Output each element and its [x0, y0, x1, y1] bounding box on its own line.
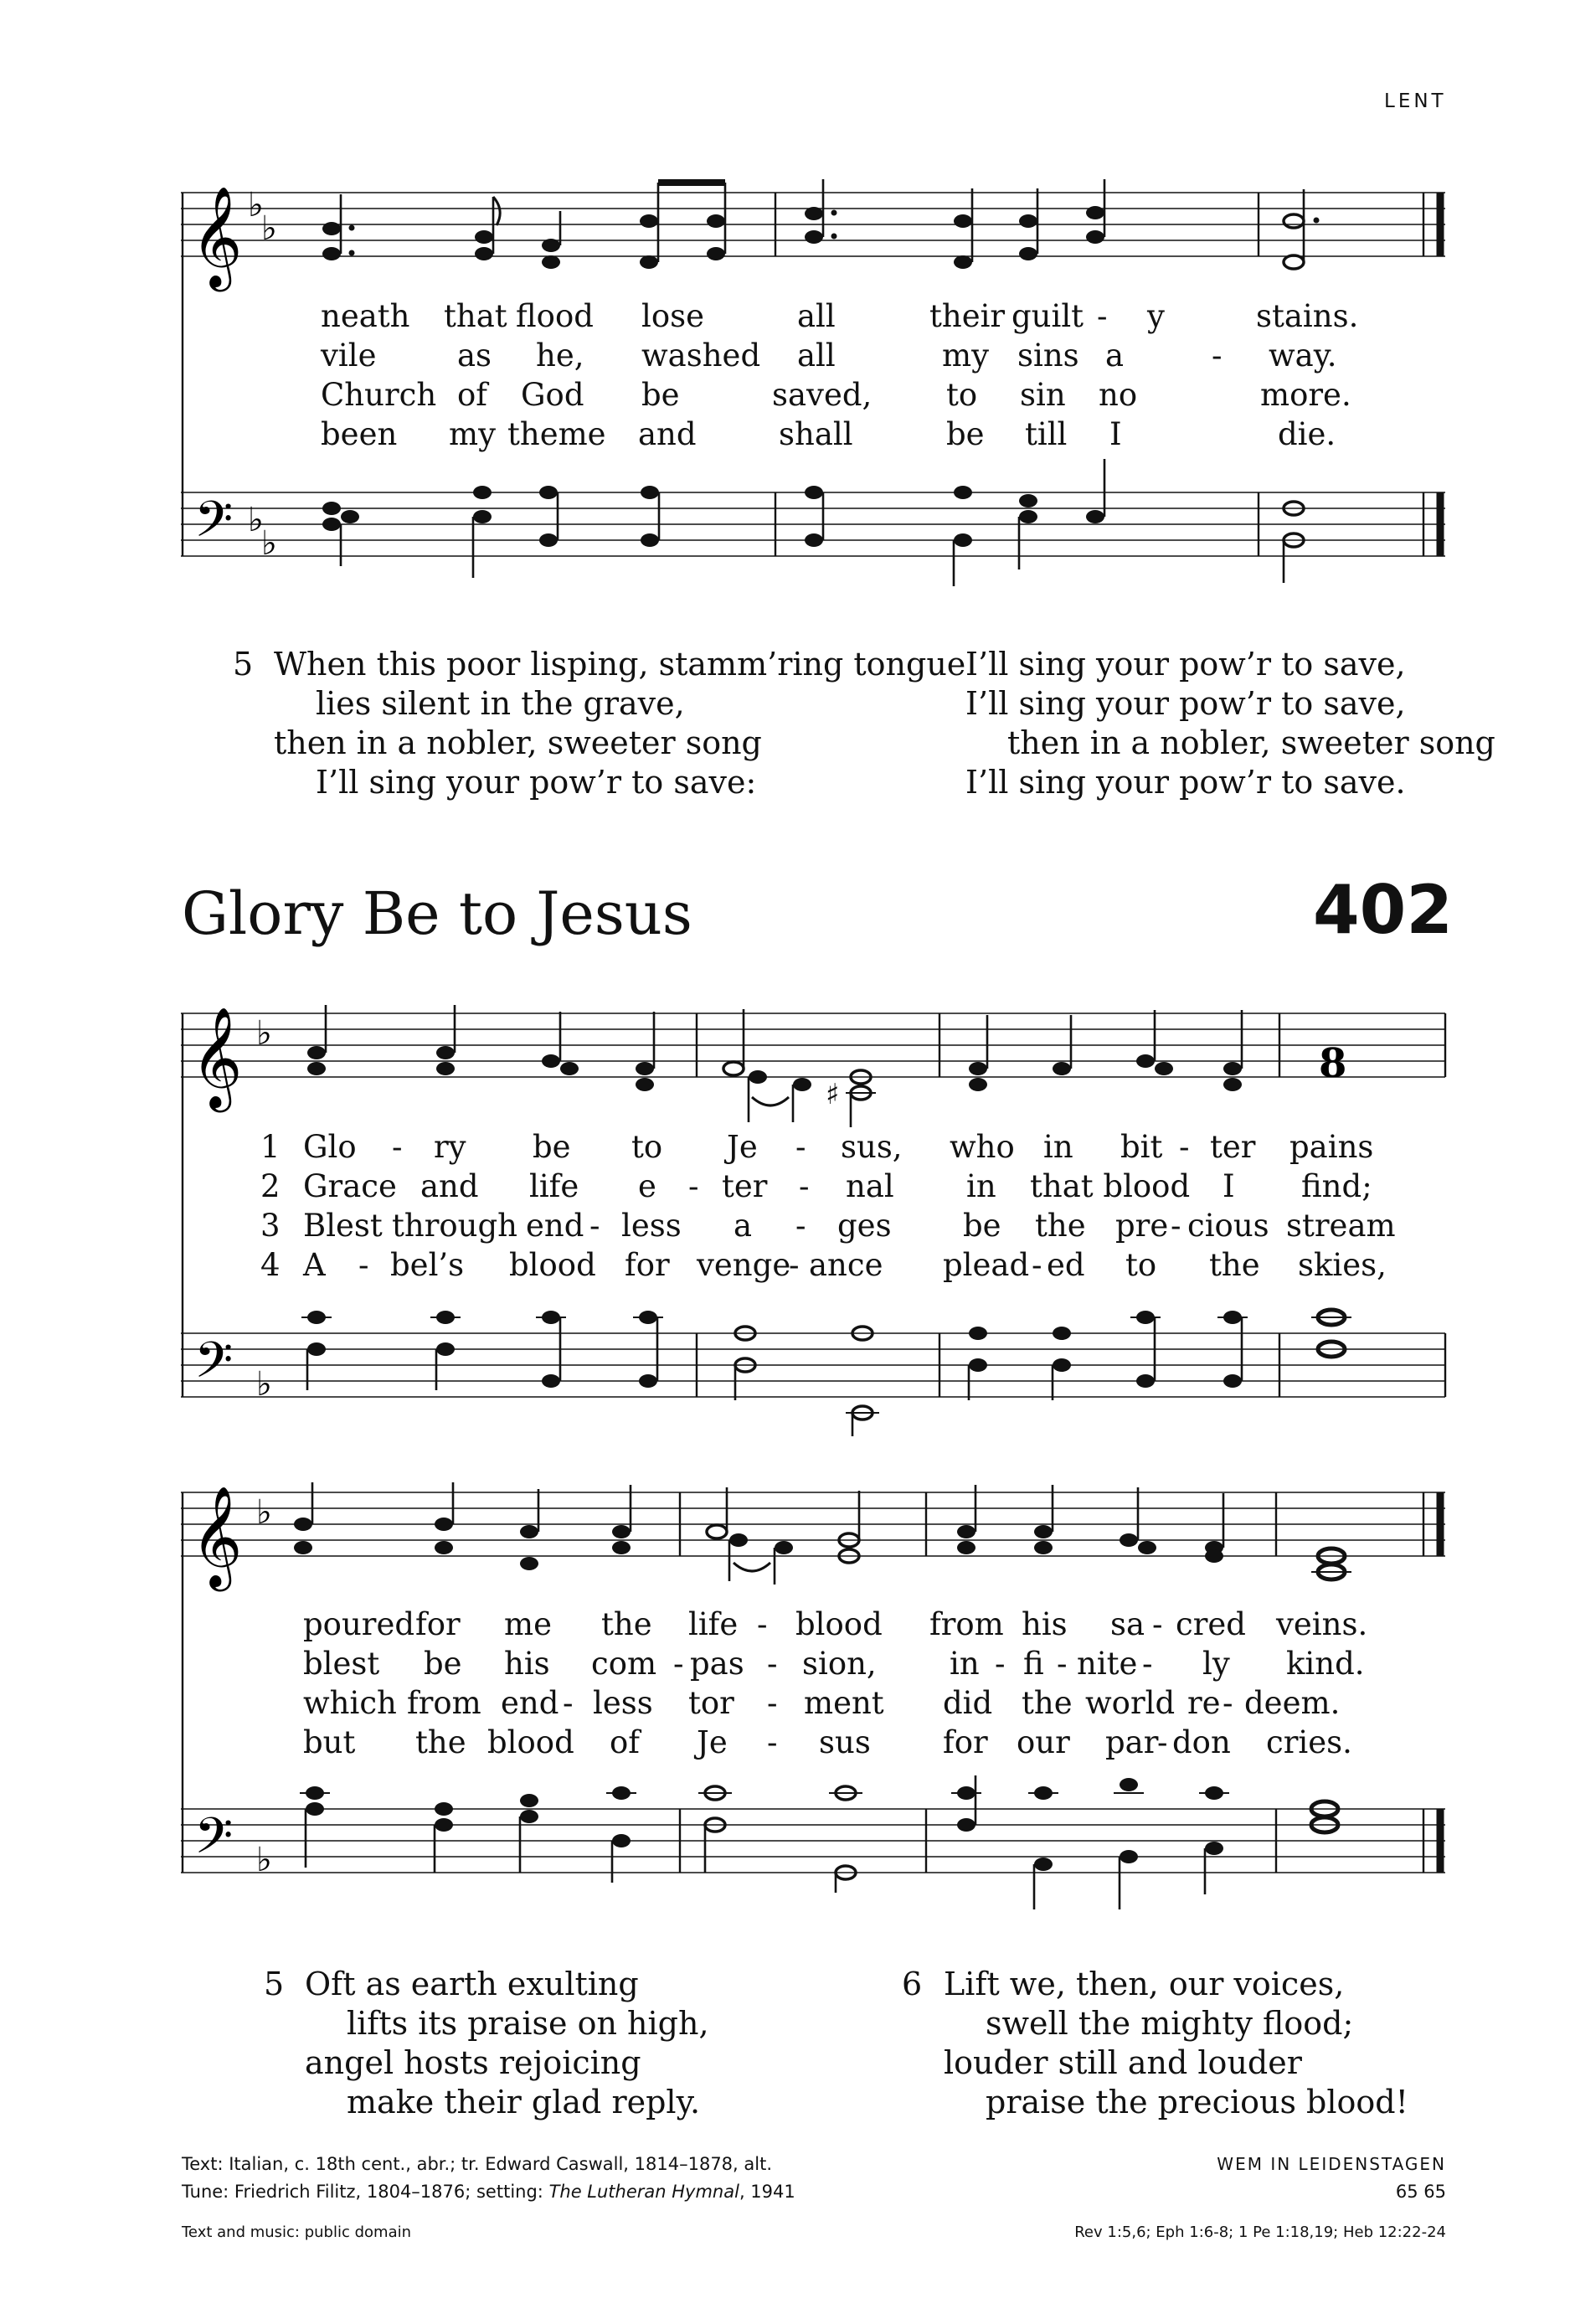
- lyric-syllable: bit: [1120, 1129, 1163, 1165]
- scripture-references: Rev 1:5,6; Eph 1:6-8; 1 Pe 1:18,19; Heb 12:22-24: [1074, 2224, 1446, 2241]
- lyric-syllable: pas: [690, 1646, 744, 1682]
- stanza-line: I’ll sing your pow’r to save:: [316, 764, 757, 801]
- lyric-syllable: sa: [1110, 1606, 1145, 1642]
- lyric-syllable: sion,: [802, 1646, 877, 1682]
- lyric-syllable: been: [321, 416, 398, 452]
- flat-icon: ♭: [248, 501, 264, 539]
- lyric-syllable: the: [1022, 1685, 1073, 1721]
- lyric-hyphen: -: [767, 1724, 778, 1760]
- lyric-syllable: be: [424, 1646, 462, 1682]
- lyric-hyphen: -: [995, 1646, 1006, 1682]
- stanza-line: Oft as earth exulting: [305, 1966, 639, 2002]
- bass-clef-icon: 𝄢: [194, 1806, 234, 1877]
- lyric-syllable: to: [946, 377, 978, 413]
- lyric-syllable: blood: [487, 1724, 574, 1760]
- lyric-syllable: e: [638, 1168, 656, 1204]
- lyric-syllable: life: [688, 1606, 739, 1642]
- flat-icon: ♭: [248, 186, 264, 224]
- lyric-syllable: world: [1085, 1685, 1176, 1721]
- lyric-hyphen: -: [688, 1168, 699, 1204]
- lyric-syllable: ment: [804, 1685, 884, 1721]
- lyric-syllable: Je: [697, 1724, 728, 1760]
- lyric-syllable: blood: [509, 1247, 596, 1283]
- lyric-syllable: in: [950, 1646, 980, 1682]
- lyric-syllable: in: [1043, 1129, 1073, 1165]
- lyric-syllable: cious: [1187, 1208, 1269, 1244]
- lyric-syllable: bel’s: [390, 1247, 465, 1283]
- lyric-syllable: saved,: [772, 377, 873, 413]
- lyric-syllable: for: [943, 1724, 988, 1760]
- copyright-note: Text and music: public domain: [182, 2224, 412, 2241]
- lyric-syllable: all: [797, 298, 836, 334]
- lyric-syllable: of: [610, 1724, 640, 1760]
- lyric-hyphen: -: [1223, 1685, 1233, 1721]
- lyric-hyphen: -: [799, 1168, 810, 1204]
- lyric-syllable: Je: [727, 1129, 758, 1165]
- lyric-syllable: veins.: [1276, 1606, 1368, 1642]
- lyric-syllable: ges: [837, 1208, 892, 1244]
- lyric-syllable: but: [303, 1724, 356, 1760]
- lyric-syllable: Blest: [303, 1208, 383, 1244]
- tune-credit-prefix: Tune: Friedrich Filitz, 1804–1876; setting:: [182, 2182, 549, 2202]
- bass-notes: [300, 1775, 1338, 1909]
- lyric-syllable: ter: [1210, 1129, 1256, 1165]
- lyric-hyphen: -: [1152, 1606, 1163, 1642]
- lyric-syllable: pains: [1289, 1129, 1374, 1165]
- lyric-syllable: ter: [722, 1168, 768, 1204]
- lyric-hyphen: -: [1142, 1646, 1153, 1682]
- treble-notes: [294, 1482, 1351, 1585]
- stanza-number: 5: [233, 646, 254, 683]
- lyric-syllable: the: [1035, 1208, 1086, 1244]
- lyric-syllable: guilt: [1011, 298, 1084, 334]
- lyric-syllable: blest: [303, 1646, 380, 1682]
- lyric-syllable: end: [501, 1685, 559, 1721]
- stanza-line: I’ll sing your pow’r to save.: [965, 764, 1406, 801]
- lyric-syllable: God: [521, 377, 584, 413]
- lyric-syllable: vile: [321, 338, 377, 374]
- lyric-syllable: I: [1109, 416, 1122, 452]
- lyric-syllable: shall: [779, 416, 853, 452]
- lyric-syllable: tor: [688, 1685, 734, 1721]
- lyric-syllable: sin: [1020, 377, 1066, 413]
- treble-clef-icon: 𝄞: [191, 185, 243, 287]
- lyric-syllable: till: [1025, 416, 1068, 452]
- stanza-number: 6: [902, 1966, 923, 2002]
- lyric-syllable: ance: [809, 1247, 883, 1283]
- lyric-syllable: his: [504, 1646, 550, 1682]
- lyric-hyphen: -: [1157, 1724, 1168, 1760]
- lyric-syllable: less: [593, 1685, 653, 1721]
- flat-icon: ♭: [256, 1014, 272, 1053]
- verse-number: 2: [260, 1168, 281, 1204]
- text-credit: Text: Italian, c. 18th cent., abr.; tr. Edward Caswall, 1814–1878, alt.: [182, 2154, 773, 2174]
- lyric-syllable: which: [303, 1685, 397, 1721]
- lyric-hyphen: -: [795, 1129, 806, 1165]
- lyric-syllable: cred: [1176, 1606, 1246, 1642]
- lyric-syllable: my: [942, 338, 989, 374]
- stanza-line: praise the precious blood!: [986, 2084, 1408, 2120]
- stanza-line: then in a nobler, sweeter song: [1007, 724, 1495, 761]
- tune-credit-book: The Lutheran Hymnal: [548, 2182, 739, 2202]
- lyric-syllable: plead: [943, 1247, 1030, 1283]
- lyric-syllable: fi: [1023, 1646, 1044, 1682]
- bass-clef-icon: 𝄢: [194, 490, 234, 560]
- lyric-syllable: com: [591, 1646, 657, 1682]
- lyric-hyphen: -: [1212, 338, 1223, 374]
- lyric-syllable: blood: [795, 1606, 883, 1642]
- lyric-syllable: from: [407, 1685, 481, 1721]
- time-signature: 8: [1319, 1040, 1347, 1087]
- lyric-syllable: find;: [1301, 1168, 1372, 1204]
- sharp-icon: ♯: [826, 1078, 840, 1111]
- lyric-syllable: don: [1172, 1724, 1231, 1760]
- lyric-hyphen: -: [1179, 1129, 1190, 1165]
- lyric-syllable: more.: [1260, 377, 1351, 413]
- lyric-syllable: sus,: [841, 1129, 903, 1165]
- stanza-line: swell the mighty flood;: [986, 2005, 1354, 2042]
- lyric-hyphen: -: [1097, 298, 1108, 334]
- lyric-syllable: all: [797, 338, 836, 374]
- lyric-hyphen: -: [789, 1247, 800, 1283]
- lyric-syllable: sins: [1017, 338, 1079, 374]
- lyric-syllable: to: [631, 1129, 663, 1165]
- lyric-syllable: in: [966, 1168, 996, 1204]
- lyric-syllable: par: [1105, 1724, 1159, 1760]
- lyric-syllable: their: [929, 298, 1006, 334]
- lyric-syllable: ly: [1202, 1646, 1230, 1682]
- lyric-hyphen: -: [767, 1646, 778, 1682]
- bass-clef-icon: 𝄢: [194, 1331, 234, 1401]
- hymn-title: Glory Be to Jesus: [182, 879, 692, 948]
- lyric-syllable: be: [641, 377, 680, 413]
- lyric-hyphen: -: [1032, 1247, 1042, 1283]
- hymn-number: 402: [1313, 871, 1453, 949]
- lyric-syllable: Grace: [303, 1168, 397, 1204]
- lyric-syllable: for: [625, 1247, 670, 1283]
- lyric-syllable: be: [963, 1208, 1001, 1244]
- lyric-syllable: ed: [1047, 1247, 1085, 1283]
- lyric-syllable: stains.: [1256, 298, 1359, 334]
- lyric-syllable: I: [1223, 1168, 1235, 1204]
- lyric-syllable: and: [420, 1168, 479, 1204]
- lyric-syllable: venge: [697, 1247, 791, 1283]
- stanza-line: louder still and louder: [944, 2044, 1302, 2081]
- lyric-hyphen: -: [1171, 1208, 1181, 1244]
- lyric-hyphen: -: [767, 1685, 778, 1721]
- stanza-line: lies silent in the grave,: [316, 685, 685, 722]
- meter: 65 65: [1395, 2182, 1446, 2202]
- verse-number: 4: [260, 1247, 281, 1283]
- lyric-syllable: be: [533, 1129, 571, 1165]
- treble-clef-icon: 𝄞: [191, 1006, 243, 1108]
- lyric-syllable: the: [415, 1724, 466, 1760]
- flat-icon: ♭: [256, 1365, 272, 1404]
- lyric-syllable: y: [1147, 298, 1165, 334]
- lyric-syllable: nal: [846, 1168, 894, 1204]
- lyric-syllable: who: [950, 1129, 1015, 1165]
- lyric-syllable: a: [734, 1208, 753, 1244]
- lyric-syllable: theme: [507, 416, 606, 452]
- lyric-syllable: the: [1209, 1247, 1260, 1283]
- lyric-syllable: he,: [536, 338, 584, 374]
- lyric-syllable: nite: [1077, 1646, 1138, 1682]
- lyric-hyphen: -: [589, 1208, 600, 1244]
- lyric-syllable: our: [1017, 1724, 1070, 1760]
- tune-name: WEM IN LEIDENSTAGEN: [1217, 2154, 1446, 2174]
- verse-number: 1: [260, 1129, 281, 1165]
- lyric-hyphen: -: [795, 1208, 806, 1244]
- lyric-syllable: way.: [1269, 338, 1337, 374]
- stanza-line: make their glad reply.: [347, 2084, 701, 2120]
- lyric-hyphen: -: [1057, 1646, 1068, 1682]
- lyric-syllable: to: [1125, 1247, 1157, 1283]
- lyric-syllable: washed: [641, 338, 761, 374]
- lyric-syllable: less: [621, 1208, 682, 1244]
- lyric-syllable: that blood: [1030, 1168, 1191, 1204]
- lyric-hyphen: -: [673, 1646, 684, 1682]
- lyric-syllable: A: [303, 1247, 326, 1283]
- lyric-syllable: through: [392, 1208, 518, 1244]
- lyric-syllable: kind.: [1286, 1646, 1365, 1682]
- treble-clef-icon: 𝄞: [191, 1485, 243, 1587]
- flat-icon: ♭: [256, 1841, 272, 1879]
- lyric-syllable: re: [1187, 1685, 1221, 1721]
- lyric-syllable: life: [529, 1168, 579, 1204]
- lyric-syllable: a: [1105, 338, 1125, 374]
- lyric-syllable: sus: [819, 1724, 871, 1760]
- section-label: LENT: [1384, 90, 1447, 112]
- lyric-syllable: and: [638, 416, 697, 452]
- lyric-syllable: die.: [1278, 416, 1336, 452]
- lyric-syllable: stream: [1286, 1208, 1396, 1244]
- stanza-line: I’ll sing your pow’r to save,: [965, 685, 1406, 722]
- lyric-syllable: from: [929, 1606, 1004, 1642]
- lyric-syllable: be: [946, 416, 985, 452]
- stanza-line: When this poor lisping, stamm’ring tongue: [274, 646, 966, 683]
- stanza-line: I’ll sing your pow’r to save,: [965, 646, 1406, 683]
- lyric-syllable: that: [444, 298, 507, 334]
- lyric-syllable: end: [526, 1208, 584, 1244]
- lyric-syllable: deem.: [1244, 1685, 1341, 1721]
- flat-icon: ♭: [256, 1493, 272, 1532]
- tune-credit-year: , 1941: [739, 2182, 795, 2202]
- lyric-syllable: neath: [321, 298, 410, 334]
- lyric-hyphen: -: [757, 1606, 768, 1642]
- lyric-syllable: his: [1022, 1606, 1068, 1642]
- lyric-syllable: ry: [434, 1129, 466, 1165]
- verse-number: 3: [260, 1208, 281, 1244]
- lyric-syllable: Church: [321, 377, 437, 413]
- lyric-syllable: for: [415, 1606, 461, 1642]
- lyric-syllable: of: [457, 377, 487, 413]
- lyric-syllable: skies,: [1298, 1247, 1387, 1283]
- lyric-syllable: cries.: [1266, 1724, 1352, 1760]
- flat-icon: ♭: [261, 209, 277, 248]
- lyric-syllable: as: [457, 338, 492, 374]
- stanza-line: then in a nobler, sweeter song: [274, 724, 762, 761]
- stanza-line: Lift we, then, our voices,: [944, 1966, 1345, 2002]
- lyric-syllable: my: [449, 416, 496, 452]
- lyric-hyphen: -: [392, 1129, 403, 1165]
- stanza-number: 5: [264, 1966, 285, 2002]
- flat-icon: ♭: [261, 524, 277, 563]
- lyric-syllable: pre: [1115, 1208, 1169, 1244]
- tune-credit: [182, 2182, 795, 2202]
- stanza-line: angel hosts rejoicing: [305, 2044, 641, 2081]
- lyric-syllable: flood: [516, 298, 594, 334]
- lyric-syllable: poured: [303, 1606, 415, 1642]
- lyric-hyphen: -: [563, 1685, 574, 1721]
- lyric-syllable: me: [504, 1606, 552, 1642]
- lyric-syllable: the: [601, 1606, 652, 1642]
- stanza-line: lifts its praise on high,: [347, 2005, 709, 2042]
- lyric-syllable: lose: [641, 298, 704, 334]
- lyric-syllable: did: [943, 1685, 993, 1721]
- lyric-hyphen: -: [358, 1247, 369, 1283]
- lyric-syllable: Glo: [303, 1129, 357, 1165]
- lyric-syllable: no: [1099, 377, 1138, 413]
